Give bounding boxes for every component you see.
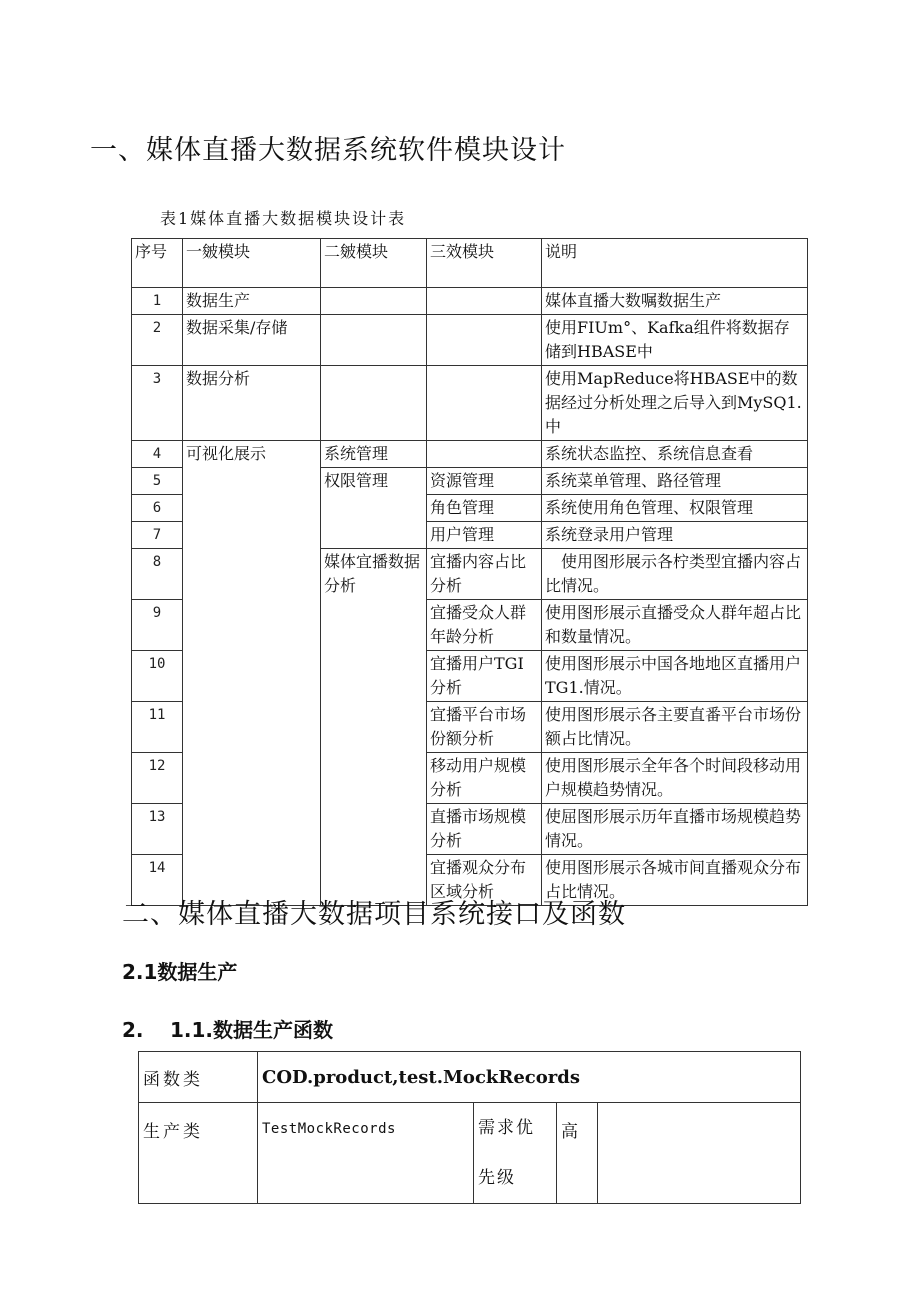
description: 使用图形展示各柠类型宜播内容占比情况。	[542, 549, 808, 600]
level1-module: 数据采集/存储	[183, 315, 321, 366]
subsection-heading: 2.1数据生产	[122, 960, 238, 984]
level3-module: 用户管理	[427, 522, 542, 549]
priority-label: 需求优先级	[474, 1103, 557, 1204]
level1-module: 可视化展示	[183, 441, 321, 906]
production-class-label: 生产类	[139, 1103, 258, 1204]
subsubsection-heading	[122, 1014, 333, 1043]
level2-module	[321, 315, 427, 366]
function-class-row	[139, 1052, 801, 1103]
table-row	[132, 288, 808, 315]
level3-module	[427, 441, 542, 468]
level2-module: 系统管理	[321, 441, 427, 468]
heading-text: 1.1.数据生产函数	[170, 1018, 334, 1042]
row-number: 2	[132, 315, 183, 366]
description: 使屈图形展示历年直播市场规模趋势情况。	[542, 804, 808, 855]
level3-module: 宜播用户TGI分析	[427, 651, 542, 702]
production-class-row	[139, 1103, 801, 1204]
row-number: 3	[132, 366, 183, 441]
level2-module: 媒体宜播数据分析	[321, 549, 427, 906]
header-cell: 一皴模块	[183, 239, 321, 288]
row-number: 9	[132, 600, 183, 651]
description: 系统使用角色管理、权限管理	[542, 495, 808, 522]
row-number: 6	[132, 495, 183, 522]
section-heading-2: 二、媒体直播大数据项目系统接口及函数	[122, 899, 626, 930]
level3-module: 宜播内容占比分析	[427, 549, 542, 600]
level1-module: 数据分析	[183, 366, 321, 441]
table-row	[132, 315, 808, 366]
level3-module	[427, 288, 542, 315]
empty-cell	[598, 1103, 801, 1204]
row-number: 11	[132, 702, 183, 753]
row-number: 5	[132, 468, 183, 495]
description: 使用图形展示各主要直番平台市场份额占比情况。	[542, 702, 808, 753]
level1-module: 数据生产	[183, 288, 321, 315]
level3-module: 宜播受众人群年龄分析	[427, 600, 542, 651]
table-caption: 表1媒体直播大数据模块设计表	[160, 209, 407, 228]
module-design-table	[131, 238, 808, 906]
row-number: 8	[132, 549, 183, 600]
header-cell: 三效模块	[427, 239, 542, 288]
row-number: 14	[132, 855, 183, 906]
level3-module: 宜播平台市场份额分析	[427, 702, 542, 753]
description: 系统状态监控、系统信息查看	[542, 441, 808, 468]
description: 系统登录用户管理	[542, 522, 808, 549]
level2-module: 权限管理	[321, 468, 427, 549]
description: 使用MapReduce将HBASE中的数据经过分析处理之后导入到MySQ1.中	[542, 366, 808, 441]
description: 使用图形展示全年各个时间段移动用户规模趋势情况。	[542, 753, 808, 804]
production-class-value: TestMockRecords	[258, 1103, 474, 1204]
level3-module: 宜播观众分布区域分析	[427, 855, 542, 906]
heading-number: 2.	[122, 1018, 144, 1042]
description: 使用图形展示各城市间直播观众分布占比情况。	[542, 855, 808, 906]
row-number: 4	[132, 441, 183, 468]
row-number: 1	[132, 288, 183, 315]
description: 使用FIUm°、Kafka组件将数据存储到HBASE中	[542, 315, 808, 366]
description: 使用图形展示中国各地地区直播用户TG1.情况。	[542, 651, 808, 702]
level2-module	[321, 288, 427, 315]
function-table	[138, 1051, 801, 1204]
level2-module	[321, 366, 427, 441]
level3-module: 资源管理	[427, 468, 542, 495]
row-number: 10	[132, 651, 183, 702]
table-header-row	[132, 239, 808, 288]
level3-module: 角色管理	[427, 495, 542, 522]
level3-module: 移动用户规模分析	[427, 753, 542, 804]
header-cell: 说明	[542, 239, 808, 288]
level3-module: 直播市场规模分析	[427, 804, 542, 855]
row-number: 7	[132, 522, 183, 549]
function-class-label: 函数类	[139, 1052, 258, 1103]
table-row	[132, 441, 808, 468]
table-row	[132, 366, 808, 441]
description: 使用图形展示直播受众人群年超占比和数量情况。	[542, 600, 808, 651]
section-heading-1: 一、媒体直播大数据系统软件模块设计	[90, 135, 566, 166]
header-cell: 序号	[132, 239, 183, 288]
level3-module	[427, 315, 542, 366]
description: 媒体直播大数嘱数据生产	[542, 288, 808, 315]
description: 系统菜单管理、路径管理	[542, 468, 808, 495]
row-number: 12	[132, 753, 183, 804]
priority-value: 高	[557, 1103, 598, 1204]
header-cell: 二皴模块	[321, 239, 427, 288]
row-number: 13	[132, 804, 183, 855]
function-class-value: COD.product,test.MockRecords	[258, 1052, 801, 1103]
level3-module	[427, 366, 542, 441]
